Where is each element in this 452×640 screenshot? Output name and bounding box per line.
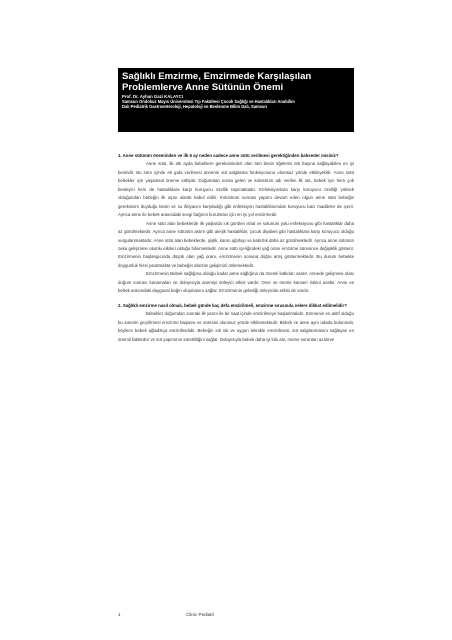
affiliation-line-1: Samsun Ondokuz Mayıs Üniversitesi Tıp Fakültesi Çocuk Sağlığı ve Hastalıkları Anabilim [122, 99, 295, 105]
article-header [118, 68, 354, 132]
journal-name: Clinic Pediatri [186, 612, 215, 617]
paragraph-2-1: Bebekler doğumdan sonraki ilk yarım ile bir saat içinde emzirilmeye başlanmalıdır. Emmenin en aktif olduğu bu sürenin geçirilmesi emzirme başarısı ve süresini olumsuz yönde etkilemektedir. Bebek ve anne aynı odada bulunmalı, böylece bebek ağladıkça emzirilmelidir. Bebeğin sık sık ve uygun teknikle emzirilmesi, süt salgılanmasını sağlayan en önemli faktördür ve süt yapımının sürekliliğini sağlar. Dolayısıyla bebek daha iyi kilo alır, meme sorunları azalırve [118, 311, 354, 342]
author-line: Prof. Dr. Ayhan Gazi KALAYCI [122, 94, 183, 99]
question-1: 1. Anne sütünün öneminden ve ilk 6 ay neden sadece anne sütü verilmesi gerektiğinden bahseder misiniz? [118, 153, 339, 158]
paragraph-1-2: Anne sütü alan bebeklerde ilk yaşlarda sık görülen ishal ve solunum yolu enfeksiyonu gibi hastalıklar daha az görülmektedir. Ayrıca anne sütünün astım gibi alerjik hastalıklar, çocuk diyabeti gibi hastalıklara karşı koruyucu olduğu vurgulanmaktadır. Anne sütü alan bebeklerde, şişlik, kanın ağırlaşı ve kabızlık daha az görülmektedir. Ayrıca anne sütünün zeka gelişimine olumlu etkileri olduğu bilinmektedir. Anne sütü içeriğindeki yağ oranı emzirme süresince değişiklik gösterir. Emzirmenin başlangıcında düşük olan yağ oranı, emzirmenin sonuna doğru artış göstermektedir. Bu durum bebekte doygunluk hissi yaratmakta ve bebeğin obezite gelişimini önlemektedir. [118, 220, 354, 268]
page-number: 1 [118, 612, 121, 617]
paragraph-1-1: Anne sütü, ilk altı ayda bebeklere gereksinimleri olan tüm besin öğelerini tek başına sağlayabilen en iyi besindir. Bu süre içinde ek gıda verilmesi annenin süt salgılama fonksiyonunu olumsuz yönde etkileyebilir. Anne sütü bebekler için yaşamsal öneme sahiptir. Doğumdan sonra gelen ve kolostrum adı verilen ilk süt, bebek için hem çok besleyici hem de hastalıklara karşı koruyucu özellik taşımaktadır. Enfeksiyonlara karşı koruyucu özelliği yüksek olduğundan bebeğin ilk aşısı olarak kabul edilir. Kolostrum sonrası yapımı devam eden olgun anne sütü bebeğin gereksinim duyduğu besin ve su ihtiyacını karşıladığı gibi enfeksiyon hastalıklarından koruyucu bazı maddeler de içerir. Ayrıca anne ile bebek arasındaki sevgi bağının kurulması için en iyi yol emzirmedir. [118, 161, 354, 218]
paragraph-1-3: Emzirmenin Bebek sağlığına olduğu kadar anne sağlığına da önemli katkıları vardır. Annede gelişmesi olası doğum sonrası kanamaları ve dolayısıyla anemiyi önleyici etkisi vardır. Over ve meme kanseri riskini azaltır. Anne ve bebek arasındaki duygusal bağın oluşmasını sağlar. Emzirmenin gebeliği önleyicide etkisi de vardır. [118, 271, 354, 294]
question-2: 2. Sağlıklı emzirme nasıl olmalı, bebek günde kaç defa emzirilmeli, emzirme sırasında nelere dikkat edilmelidir? [118, 302, 347, 308]
article-body [118, 152, 354, 344]
affiliation-line-2: Dalı Pediatrik Gastroenteroloji, Hepatoloji ve Beslenme Bilim Dalı, Samsun [122, 104, 267, 110]
article-title: Sağlıklı Emzirme, Emzirmede Karşılaşılan Problemlerve Anne Sütünün Önemi [122, 71, 312, 93]
